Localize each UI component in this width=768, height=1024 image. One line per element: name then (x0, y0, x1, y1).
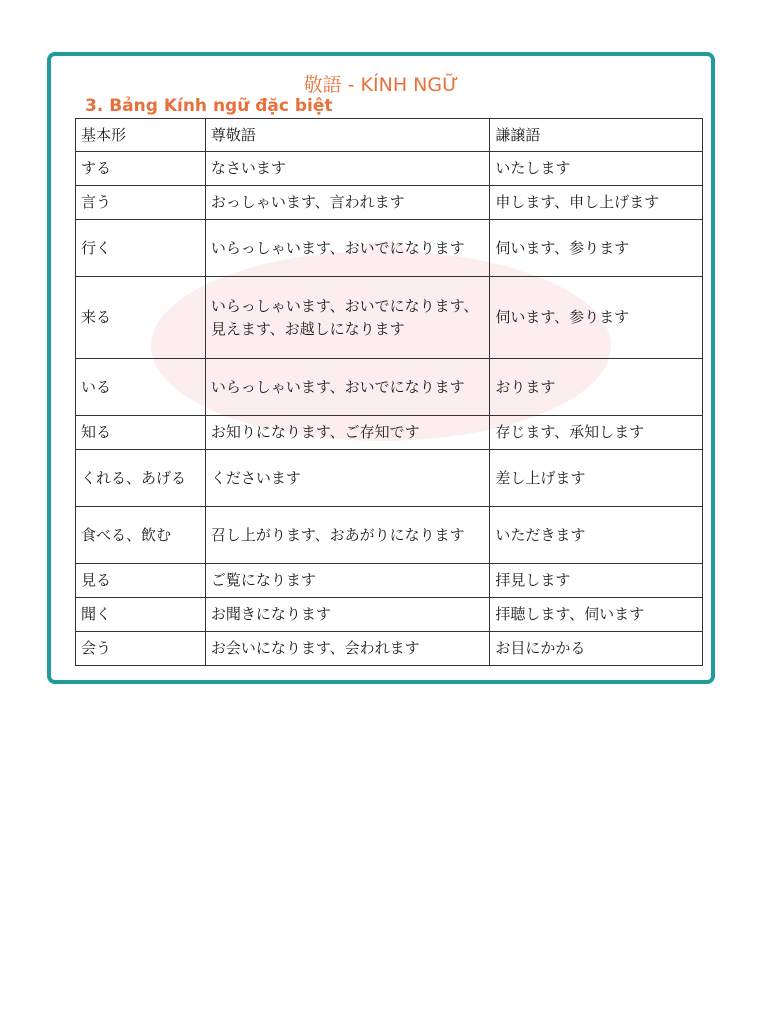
base-form-cell: 行く (76, 220, 206, 277)
sonkeigo-cell: ご覧になります (205, 564, 490, 598)
base-form-cell: 言う (76, 186, 206, 220)
table-row (76, 632, 703, 666)
kenjougo-cell: いただきます (490, 507, 703, 564)
table-row (76, 152, 703, 186)
base-form-cell: 来る (76, 277, 206, 359)
page-title: 敬語 - KÍNH NGỮ (303, 74, 459, 96)
table-row (76, 220, 703, 277)
header-base-form: 基本形 (76, 119, 206, 152)
document-card (47, 52, 715, 684)
kenjougo-cell: いたします (490, 152, 703, 186)
base-form-cell: 会う (76, 632, 206, 666)
table-row (76, 186, 703, 220)
kenjougo-cell: 申します、申し上げます (490, 186, 703, 220)
sonkeigo-cell: いらっしゃいます、おいでになります (205, 220, 490, 277)
table-row (76, 277, 703, 359)
base-form-cell: いる (76, 359, 206, 416)
table-row (76, 564, 703, 598)
sonkeigo-cell: おっしゃいます、言われます (205, 186, 490, 220)
table-row (76, 598, 703, 632)
header-kenjougo: 謙譲語 (490, 119, 703, 152)
base-form-cell: 知る (76, 416, 206, 450)
kenjougo-cell: お目にかかる (490, 632, 703, 666)
kenjougo-cell: 伺います、参ります (490, 220, 703, 277)
base-form-cell: 食べる、飲む (76, 507, 206, 564)
sonkeigo-cell: 召し上がります、おあがりになります (205, 507, 490, 564)
kenjougo-cell: おります (490, 359, 703, 416)
base-form-cell: する (76, 152, 206, 186)
table-row (76, 359, 703, 416)
header-sonkeigo: 尊敬語 (205, 119, 490, 152)
sonkeigo-cell: お聞きになります (205, 598, 490, 632)
sonkeigo-cell: くださいます (205, 450, 490, 507)
base-form-cell: 見る (76, 564, 206, 598)
sonkeigo-cell: お会いになります、会われます (205, 632, 490, 666)
sonkeigo-cell: いらっしゃいます、おいでになります、見えます、お越しになります (205, 277, 490, 359)
table-row (76, 450, 703, 507)
kenjougo-cell: 拝見します (490, 564, 703, 598)
sonkeigo-cell: お知りになります、ご存知です (205, 416, 490, 450)
kenjougo-cell: 拝聴します、伺います (490, 598, 703, 632)
base-form-cell: 聞く (76, 598, 206, 632)
section-subtitle: 3. Bảng Kính ngữ đặc biệt (85, 96, 333, 116)
sonkeigo-cell: いらっしゃいます、おいでになります (205, 359, 490, 416)
kenjougo-cell: 存じます、承知します (490, 416, 703, 450)
kenjougo-cell: 差し上げます (490, 450, 703, 507)
keigo-table (75, 118, 703, 666)
table-row (76, 507, 703, 564)
table-header-row (76, 119, 703, 152)
base-form-cell: くれる、あげる (76, 450, 206, 507)
kenjougo-cell: 伺います、参ります (490, 277, 703, 359)
table-row (76, 416, 703, 450)
sonkeigo-cell: なさいます (205, 152, 490, 186)
